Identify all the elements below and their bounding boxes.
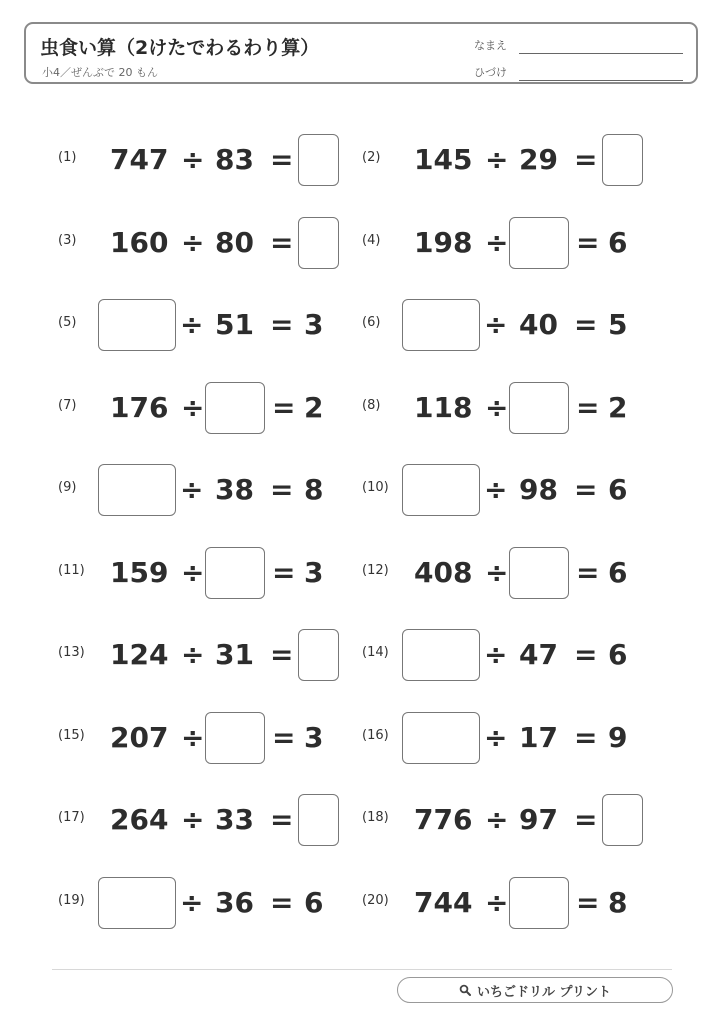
problem-number: (12): [362, 562, 389, 578]
divisor: 31: [215, 638, 254, 671]
dividend: 159: [110, 555, 169, 589]
answer-box[interactable]: [402, 712, 480, 764]
problem-number: (18): [362, 810, 389, 825]
problem-number: (17): [58, 810, 85, 825]
quotient: 3: [304, 555, 324, 589]
equals-sign: =: [576, 390, 600, 424]
dividend: 198: [414, 225, 473, 259]
answer-box[interactable]: [205, 712, 265, 764]
equals-sign: =: [270, 885, 294, 919]
equals-sign: =: [270, 308, 294, 341]
problem-number: (20): [362, 892, 389, 908]
problem-number: (6): [362, 315, 381, 330]
answer-box[interactable]: [98, 464, 176, 516]
answer-box[interactable]: [298, 217, 339, 269]
equals-sign: =: [576, 225, 600, 259]
equals-sign: =: [576, 555, 600, 589]
answer-box[interactable]: [402, 464, 480, 516]
equals-sign: =: [574, 143, 598, 176]
answer-box[interactable]: [509, 877, 569, 929]
answer-box[interactable]: [98, 299, 176, 351]
name-label: なまえ: [474, 39, 507, 52]
quotient: 2: [608, 390, 628, 424]
divisor: 47: [519, 638, 558, 671]
answer-box[interactable]: [509, 382, 569, 434]
quotient: 6: [608, 555, 628, 589]
equals-sign: =: [270, 638, 294, 671]
quotient: 6: [608, 473, 628, 506]
divide-sign: ÷: [485, 885, 509, 919]
equals-sign: =: [574, 720, 598, 754]
answer-box[interactable]: [509, 547, 569, 599]
dividend: 264: [110, 803, 169, 836]
divisor: 33: [215, 803, 254, 836]
answer-box[interactable]: [402, 629, 480, 681]
answer-box[interactable]: [205, 382, 265, 434]
quotient: 6: [304, 885, 324, 919]
date-label: ひづけ: [474, 66, 507, 79]
problem-number: (3): [58, 232, 77, 248]
problem-number: (14): [362, 645, 389, 660]
divide-sign: ÷: [181, 555, 205, 589]
divide-sign: ÷: [485, 390, 509, 424]
dividend: 744: [414, 885, 473, 919]
divisor: 51: [215, 308, 254, 341]
problem-number: (4): [362, 232, 381, 248]
problem-number: (1): [58, 150, 77, 165]
equals-sign: =: [270, 473, 294, 506]
dividend: 160: [110, 225, 169, 259]
problem-number: (10): [362, 480, 389, 495]
answer-box[interactable]: [602, 794, 643, 846]
equals-sign: =: [574, 308, 598, 341]
divisor: 38: [215, 473, 254, 506]
problem-number: (15): [58, 727, 85, 743]
dividend: 176: [110, 390, 169, 424]
equals-sign: =: [272, 720, 296, 754]
divide-sign: ÷: [485, 803, 509, 836]
divisor: 17: [519, 720, 558, 754]
divide-sign: ÷: [484, 720, 508, 754]
equals-sign: =: [270, 225, 294, 259]
divide-sign: ÷: [485, 143, 509, 176]
answer-box[interactable]: [98, 877, 176, 929]
dividend: 207: [110, 720, 169, 754]
quotient: 3: [304, 720, 324, 754]
problem-number: (11): [58, 562, 85, 578]
divide-sign: ÷: [180, 308, 204, 341]
problem-number: (16): [362, 727, 389, 743]
divisor: 80: [215, 225, 254, 259]
divisor: 83: [215, 143, 254, 176]
divide-sign: ÷: [181, 390, 205, 424]
divisor: 36: [215, 885, 254, 919]
dividend: 747: [110, 143, 169, 176]
brand-name: いちごドリル プリント: [476, 984, 611, 1000]
answer-box[interactable]: [402, 299, 480, 351]
answer-box[interactable]: [602, 134, 643, 186]
equals-sign: =: [270, 143, 294, 176]
brand-badge: [397, 977, 673, 1003]
problem-number: (19): [58, 892, 85, 908]
problem-number: (8): [362, 397, 381, 413]
quotient: 2: [304, 390, 324, 424]
worksheet-subtitle: 小4／ぜんぶで 20 もん: [42, 66, 158, 79]
quotient: 6: [608, 638, 628, 671]
divisor: 97: [519, 803, 558, 836]
divide-sign: ÷: [484, 473, 508, 506]
problem-number: (7): [58, 397, 77, 413]
dividend: 118: [414, 390, 473, 424]
equals-sign: =: [576, 885, 600, 919]
divide-sign: ÷: [484, 308, 508, 341]
divide-sign: ÷: [181, 143, 205, 176]
divisor: 98: [519, 473, 558, 506]
quotient: 3: [304, 308, 324, 341]
problem-number: (5): [58, 315, 77, 330]
divide-sign: ÷: [180, 885, 204, 919]
divide-sign: ÷: [181, 803, 205, 836]
quotient: 9: [608, 720, 628, 754]
problem-number: (9): [58, 480, 77, 495]
divide-sign: ÷: [484, 638, 508, 671]
equals-sign: =: [574, 473, 598, 506]
dividend: 408: [414, 555, 473, 589]
divisor: 29: [519, 143, 558, 176]
equals-sign: =: [270, 803, 294, 836]
search-icon: [459, 984, 471, 996]
answer-box[interactable]: [298, 794, 339, 846]
answer-box[interactable]: [509, 217, 569, 269]
dividend: 145: [414, 143, 473, 176]
equals-sign: =: [574, 803, 598, 836]
dividend: 776: [414, 803, 473, 836]
equals-sign: =: [574, 638, 598, 671]
quotient: 8: [304, 473, 324, 506]
equals-sign: =: [272, 555, 296, 589]
divide-sign: ÷: [181, 225, 205, 259]
divide-sign: ÷: [485, 225, 509, 259]
footer-divider: [52, 969, 672, 970]
answer-box[interactable]: [298, 629, 339, 681]
problem-number: (2): [362, 150, 381, 165]
dividend: 124: [110, 638, 169, 671]
problem-number: (13): [58, 645, 85, 660]
divide-sign: ÷: [180, 473, 204, 506]
equals-sign: =: [272, 390, 296, 424]
quotient: 8: [608, 885, 628, 919]
worksheet-title: 虫食い算（2けたでわるわり算）: [40, 37, 320, 59]
divide-sign: ÷: [181, 638, 205, 671]
divide-sign: ÷: [181, 720, 205, 754]
answer-box[interactable]: [205, 547, 265, 599]
quotient: 6: [608, 225, 628, 259]
quotient: 5: [608, 308, 628, 341]
answer-box[interactable]: [298, 134, 339, 186]
divisor: 40: [519, 308, 558, 341]
divide-sign: ÷: [485, 555, 509, 589]
